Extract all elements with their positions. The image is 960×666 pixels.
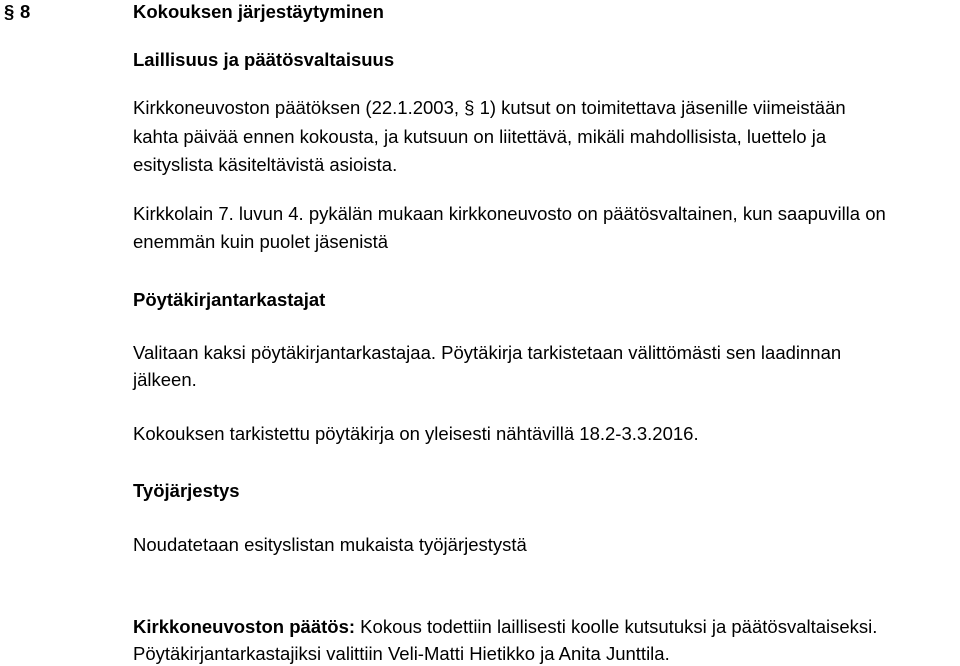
decision-line-2: Pöytäkirjantarkastajiksi valittiin Veli-Matti Hietikko ja Anita Junttila. (133, 643, 670, 664)
quorum-paragraph-2-line-1: Kirkkolain 7. luvun 4. pykälän mukaan kirkkoneuvosto on päätösvaltainen, kun saapuvilla on (133, 203, 886, 224)
quorum-paragraph-2-line-2: enemmän kuin puolet jäsenistä (133, 231, 389, 252)
agenda-heading: Työjärjestys (133, 480, 240, 501)
quorum-heading: Laillisuus ja päätösvaltaisuus (133, 49, 395, 70)
agenda-text: Noudatetaan esityslistan mukaista työjärjestystä (133, 534, 527, 555)
decision-text: Kokous todettiin laillisesti koolle kutsutuksi ja päätösvaltaiseksi. (355, 616, 878, 637)
section-number: 8 (20, 1, 31, 22)
minutes-checkers-paragraph-line-2: jälkeen. (133, 369, 197, 390)
minutes-availability-text: Kokouksen tarkistettu pöytäkirja on yleisesti nähtävillä 18.2-3.3.2016. (133, 423, 699, 444)
decision-label: Kirkkoneuvoston päätös: (133, 616, 356, 637)
quorum-paragraph-1-line-2: kahta päivää ennen kokousta, ja kutsuun on liitettävä, mikäli mahdollisista, luettelo ja (133, 126, 827, 147)
minutes-checkers-heading: Pöytäkirjantarkastajat (133, 289, 326, 310)
section-title: Kokouksen järjestäytyminen (133, 1, 384, 22)
decision-line-1 (133, 616, 877, 638)
quorum-paragraph-1-line-1: Kirkkoneuvoston päätöksen (22.1.2003, § 1) kutsut on toimitettava jäsenille viimeistään (133, 97, 846, 118)
minutes-checkers-paragraph-line-1: Valitaan kaksi pöytäkirjantarkastajaa. Pöytäkirja tarkistetaan välittömästi sen laadinnan (133, 342, 842, 363)
quorum-paragraph-1-line-3: esityslista käsiteltävistä asioista. (133, 154, 398, 175)
section-sign: § (4, 1, 15, 22)
